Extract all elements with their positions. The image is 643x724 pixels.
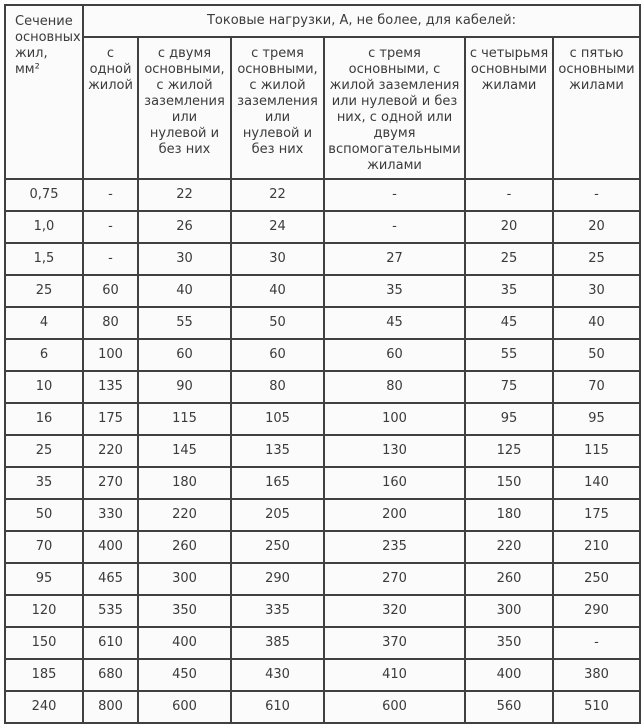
table-cell: 80 bbox=[83, 307, 138, 339]
row-label-cell: 25 bbox=[5, 275, 83, 307]
table-cell: 60 bbox=[138, 339, 231, 371]
table-cell: 220 bbox=[465, 531, 553, 563]
row-label-cell: 4 bbox=[5, 307, 83, 339]
row-label-cell: 150 bbox=[5, 627, 83, 659]
table-cell: 270 bbox=[324, 563, 465, 595]
table-cell: 95 bbox=[553, 403, 640, 435]
row-label-cell: 16 bbox=[5, 403, 83, 435]
row-label-cell: 50 bbox=[5, 499, 83, 531]
table-row bbox=[5, 659, 640, 691]
table-cell: 250 bbox=[231, 531, 324, 563]
column-header-five-main: с пятью основными жилами bbox=[553, 37, 640, 179]
table-cell: 220 bbox=[138, 499, 231, 531]
table-row bbox=[5, 371, 640, 403]
table-cell: 45 bbox=[324, 307, 465, 339]
row-label-cell: 1,5 bbox=[5, 243, 83, 275]
table-row bbox=[5, 499, 640, 531]
column-header-three-main: с тремя основными, с жилой заземления или нулевой и без них bbox=[231, 37, 324, 179]
table-cell: 115 bbox=[553, 435, 640, 467]
row-label-cell: 120 bbox=[5, 595, 83, 627]
table-cell: 55 bbox=[138, 307, 231, 339]
row-label-cell: 25 bbox=[5, 435, 83, 467]
table-cell: 35 bbox=[324, 275, 465, 307]
table-cell: 45 bbox=[465, 307, 553, 339]
table-cell: 165 bbox=[231, 467, 324, 499]
table-cell: 125 bbox=[465, 435, 553, 467]
table-cell: 335 bbox=[231, 595, 324, 627]
table-row bbox=[5, 179, 640, 211]
table-cell: 330 bbox=[83, 499, 138, 531]
table-cell: 140 bbox=[553, 467, 640, 499]
table-cell: 100 bbox=[83, 339, 138, 371]
table-cell: 135 bbox=[83, 371, 138, 403]
table-cell: 260 bbox=[138, 531, 231, 563]
row-label-cell: 35 bbox=[5, 467, 83, 499]
table-row bbox=[5, 627, 640, 659]
table-cell: 465 bbox=[83, 563, 138, 595]
table-cell: - bbox=[324, 179, 465, 211]
table-row bbox=[5, 435, 640, 467]
column-header-three-main-aux: с тремя основными, с жилой заземления или нулевой и без них, с одной или двумя вспомогательными жилами bbox=[324, 37, 465, 179]
table-cell: 400 bbox=[83, 531, 138, 563]
table-cell: 70 bbox=[553, 371, 640, 403]
table-cell: 26 bbox=[138, 211, 231, 243]
table-row bbox=[5, 211, 640, 243]
table-cell: 510 bbox=[553, 691, 640, 723]
table-cell: 60 bbox=[231, 339, 324, 371]
table-cell: 25 bbox=[553, 243, 640, 275]
column-header-four-main: с четырьмя основными жилами bbox=[465, 37, 553, 179]
table-cell: - bbox=[83, 211, 138, 243]
table-cell: - bbox=[553, 627, 640, 659]
table-body bbox=[5, 179, 640, 723]
table-cell: 800 bbox=[83, 691, 138, 723]
table-row bbox=[5, 307, 640, 339]
table-cell: 370 bbox=[324, 627, 465, 659]
table-cell: 290 bbox=[553, 595, 640, 627]
row-label-cell: 1,0 bbox=[5, 211, 83, 243]
main-header-cell: Токовые нагрузки, А, не более, для кабелей: bbox=[83, 5, 640, 37]
table-cell: 55 bbox=[465, 339, 553, 371]
table-cell: 290 bbox=[231, 563, 324, 595]
table-cell: 610 bbox=[83, 627, 138, 659]
table-cell: 450 bbox=[138, 659, 231, 691]
table-cell: 30 bbox=[553, 275, 640, 307]
table-cell: 300 bbox=[465, 595, 553, 627]
table-cell: 20 bbox=[465, 211, 553, 243]
table-row bbox=[5, 243, 640, 275]
table-cell: 680 bbox=[83, 659, 138, 691]
column-header-one-core: с одной жилой bbox=[83, 37, 138, 179]
table-cell: - bbox=[83, 179, 138, 211]
row-label-cell: 10 bbox=[5, 371, 83, 403]
table-cell: 175 bbox=[83, 403, 138, 435]
table-cell: 75 bbox=[465, 371, 553, 403]
header-row-main bbox=[5, 5, 640, 37]
table-cell: 600 bbox=[138, 691, 231, 723]
table-cell: 135 bbox=[231, 435, 324, 467]
table-cell: 430 bbox=[231, 659, 324, 691]
table-row bbox=[5, 339, 640, 371]
table-cell: 22 bbox=[231, 179, 324, 211]
row-label-cell: 185 bbox=[5, 659, 83, 691]
table-cell: 535 bbox=[83, 595, 138, 627]
table-row bbox=[5, 467, 640, 499]
table-cell: 150 bbox=[465, 467, 553, 499]
table-cell: 560 bbox=[465, 691, 553, 723]
table-cell: 80 bbox=[324, 371, 465, 403]
table-cell: 115 bbox=[138, 403, 231, 435]
table-cell: 20 bbox=[553, 211, 640, 243]
table-row bbox=[5, 595, 640, 627]
table-cell: 380 bbox=[553, 659, 640, 691]
row-label-cell: 240 bbox=[5, 691, 83, 723]
table-cell: - bbox=[553, 179, 640, 211]
table-cell: 50 bbox=[231, 307, 324, 339]
table-cell: 30 bbox=[231, 243, 324, 275]
table-cell: - bbox=[324, 211, 465, 243]
table-cell: 300 bbox=[138, 563, 231, 595]
table-cell: 175 bbox=[553, 499, 640, 531]
corner-header-cell: Сечение основных жил, мм² bbox=[5, 5, 83, 179]
row-label-cell: 0,75 bbox=[5, 179, 83, 211]
table-cell: 35 bbox=[465, 275, 553, 307]
table-cell: 50 bbox=[553, 339, 640, 371]
table-cell: 210 bbox=[553, 531, 640, 563]
table-cell: 80 bbox=[231, 371, 324, 403]
header-row-columns bbox=[5, 37, 640, 179]
table-cell: 24 bbox=[231, 211, 324, 243]
table-cell: 90 bbox=[138, 371, 231, 403]
table-cell: 60 bbox=[324, 339, 465, 371]
table-cell: 40 bbox=[231, 275, 324, 307]
table-cell: 400 bbox=[465, 659, 553, 691]
table-cell: 130 bbox=[324, 435, 465, 467]
table-cell: 200 bbox=[324, 499, 465, 531]
table-cell: 270 bbox=[83, 467, 138, 499]
table-cell: 410 bbox=[324, 659, 465, 691]
table-row bbox=[5, 275, 640, 307]
table-cell: - bbox=[83, 243, 138, 275]
table-row bbox=[5, 563, 640, 595]
table-cell: 205 bbox=[231, 499, 324, 531]
table-cell: 100 bbox=[324, 403, 465, 435]
table-cell: 145 bbox=[138, 435, 231, 467]
table-cell: 180 bbox=[138, 467, 231, 499]
table-cell: 350 bbox=[465, 627, 553, 659]
table-cell: 260 bbox=[465, 563, 553, 595]
row-label-cell: 95 bbox=[5, 563, 83, 595]
table-cell: 180 bbox=[465, 499, 553, 531]
table-cell: 95 bbox=[465, 403, 553, 435]
table-cell: 25 bbox=[465, 243, 553, 275]
table-cell: 385 bbox=[231, 627, 324, 659]
table-row bbox=[5, 691, 640, 723]
table-cell: 350 bbox=[138, 595, 231, 627]
table-cell: 105 bbox=[231, 403, 324, 435]
table-cell: 160 bbox=[324, 467, 465, 499]
table-header bbox=[5, 5, 640, 179]
table-cell: 40 bbox=[553, 307, 640, 339]
table-cell: 610 bbox=[231, 691, 324, 723]
table-cell: 400 bbox=[138, 627, 231, 659]
table-cell: 30 bbox=[138, 243, 231, 275]
table-row bbox=[5, 403, 640, 435]
row-label-cell: 6 bbox=[5, 339, 83, 371]
table-cell: 220 bbox=[83, 435, 138, 467]
table-cell: 60 bbox=[83, 275, 138, 307]
table-cell: 250 bbox=[553, 563, 640, 595]
table-cell: 40 bbox=[138, 275, 231, 307]
table-cell: 600 bbox=[324, 691, 465, 723]
table-cell: 22 bbox=[138, 179, 231, 211]
column-header-two-main: с двумя основными, с жилой заземления или нулевой и без них bbox=[138, 37, 231, 179]
table-cell: 235 bbox=[324, 531, 465, 563]
table-cell: 27 bbox=[324, 243, 465, 275]
row-label-cell: 70 bbox=[5, 531, 83, 563]
current-load-table bbox=[4, 4, 641, 724]
table-cell: - bbox=[465, 179, 553, 211]
table-row bbox=[5, 531, 640, 563]
table-cell: 320 bbox=[324, 595, 465, 627]
